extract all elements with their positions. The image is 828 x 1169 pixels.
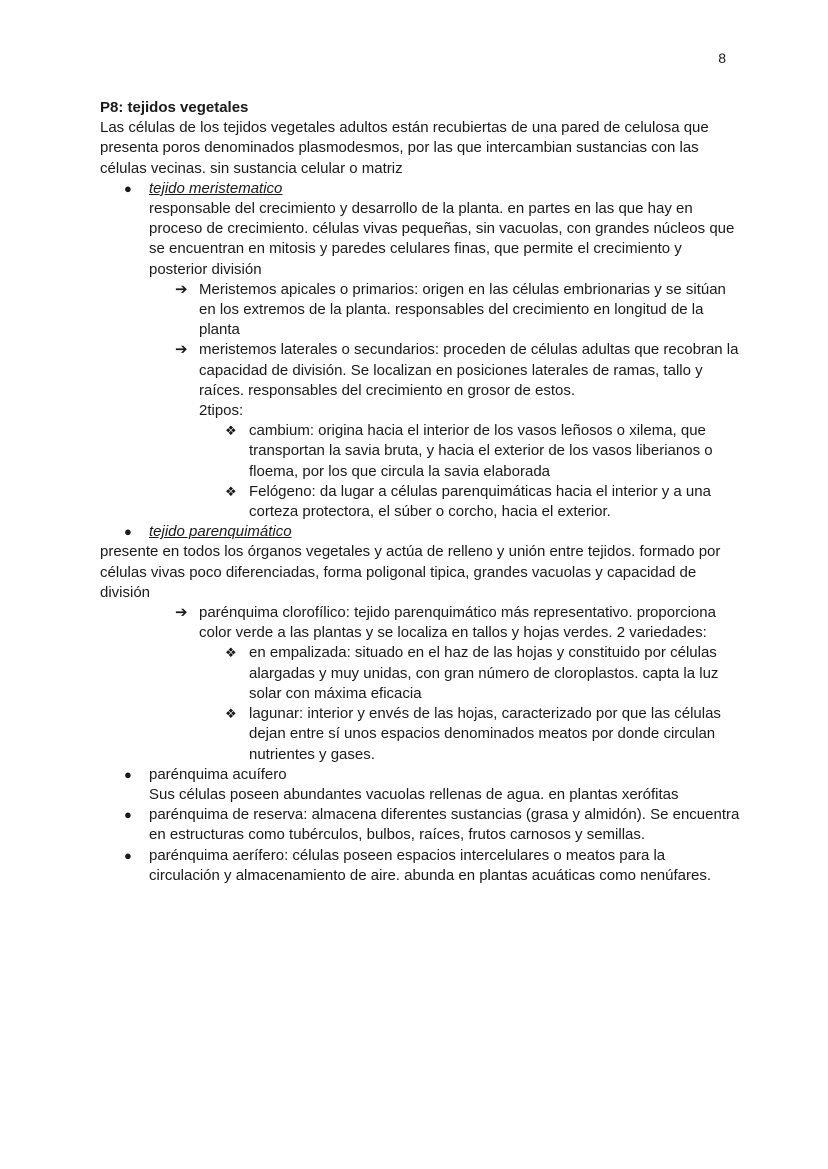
laterales-text: meristemos laterales o secundarios: proceden de células adultas que recobran la capacidad de división. Se localizan en posiciones laterales de ramas, tallo y raíces. responsables del crecimiento en grosor de estos. [199, 341, 739, 399]
arrow-apicales [100, 280, 740, 341]
reserva-text: parénquima de reserva: almacena diferentes sustancias (grasa y almidón). Se encuentra en estructuras como tubérculos, bulbos, raíces, frutos carnosos y semillas. [149, 806, 740, 844]
arrow-icon: ➔ [175, 604, 188, 622]
apicales-text: Meristemos apicales o primarios: origen en las células embrionarias y se sitúan en los extremos de la planta. responsables del crecimiento en longitud de la planta [199, 280, 726, 339]
meristematico-desc: responsable del crecimiento y desarrollo de la planta. en partes en las que hay en proceso de crecimiento. células vivas pequeñas, sin vacuolas, con grandes núcleos que se encuentran en mitosis y paredes celulares finas, que permite el crecimiento y posterior división [149, 200, 735, 278]
parenquimatico-heading: tejido parenquimático [149, 523, 292, 541]
bullet-icon: ● [124, 807, 132, 823]
acuifero-heading: parénquima acuífero [149, 765, 287, 783]
bullet-icon: ● [124, 180, 132, 196]
arrow-laterales [100, 340, 740, 401]
parenquimatico-desc: presente en todos los órganos vegetales y actúa de relleno y unión entre tejidos. formado por células vivas poco diferenciadas, forma poligonal tipica, grandes vacuolas y capacidad de división [100, 543, 721, 601]
diamond-icon: ❖ [225, 645, 237, 661]
bullet-reserva [100, 805, 740, 845]
document-body [100, 98, 740, 886]
bullet-meristematico [100, 179, 740, 199]
cambium-text: cambium: origina hacia el interior de los vasos leñosos o xilema, que transportan la savia bruta, y hacia el exterior de los vasos liberianos o floema, por los que circula la savia elaborada [249, 422, 713, 480]
diamond-felogeno [100, 482, 740, 522]
lagunar-text: lagunar: interior y envés de las hojas, caracterizado por que las células dejan entre sí unos espacios denominados meatos por donde circulan nutrientes y gases. [249, 705, 721, 763]
aerifero-text: parénquima aerífero: células poseen espacios intercelulares o meatos para la circulación y almacenamiento de aire. abunda en plantas acuáticas como nenúfares. [149, 846, 712, 884]
diamond-lagunar [100, 704, 740, 765]
bullet-parenquimatico [100, 522, 740, 542]
section-title: P8: tejidos vegetales [100, 99, 249, 116]
empalizada-text: en empalizada: situado en el haz de las hojas y constituido por células alargadas y muy unidas, con gran número de cloroplastos. capta la luz solar con máxima eficacia [249, 644, 719, 702]
diamond-empalizada [100, 643, 740, 704]
diamond-cambium [100, 421, 740, 482]
arrow-icon: ➔ [175, 341, 188, 359]
bullet-icon: ● [124, 766, 132, 782]
bullet-aerifero [100, 846, 740, 886]
arrow-icon: ➔ [175, 280, 188, 298]
bullet-icon: ● [124, 524, 132, 540]
diamond-icon: ❖ [225, 706, 237, 722]
diamond-icon: ❖ [225, 483, 237, 499]
arrow-clorofilico [100, 603, 740, 643]
diamond-icon: ❖ [225, 423, 237, 439]
bullet-acuifero [100, 765, 740, 785]
tipos-label: 2tipos: [199, 402, 244, 420]
page-number: 8 [718, 50, 726, 66]
acuifero-desc: Sus células poseen abundantes vacuolas rellenas de agua. en plantas xerófitas [149, 785, 679, 803]
bullet-icon: ● [124, 847, 132, 863]
clorofilico-text: parénquima clorofílico: tejido parenquimático más representativo. proporciona color verde a las plantas y se localiza en tallos y hojas verdes. 2 variedades: [199, 604, 716, 642]
intro-paragraph: Las células de los tejidos vegetales adultos están recubiertas de una pared de celulosa que presenta poros denominados plasmodesmos, por las que intercambian sustancias con las células vecinas. sin sustancia celular o matriz [100, 119, 709, 177]
meristematico-heading: tejido meristematico [149, 179, 283, 197]
felogeno-text: Felógeno: da lugar a células parenquimáticas hacia el interior y a una corteza protectora, el súber o corcho, hacia el exterior. [249, 482, 711, 521]
